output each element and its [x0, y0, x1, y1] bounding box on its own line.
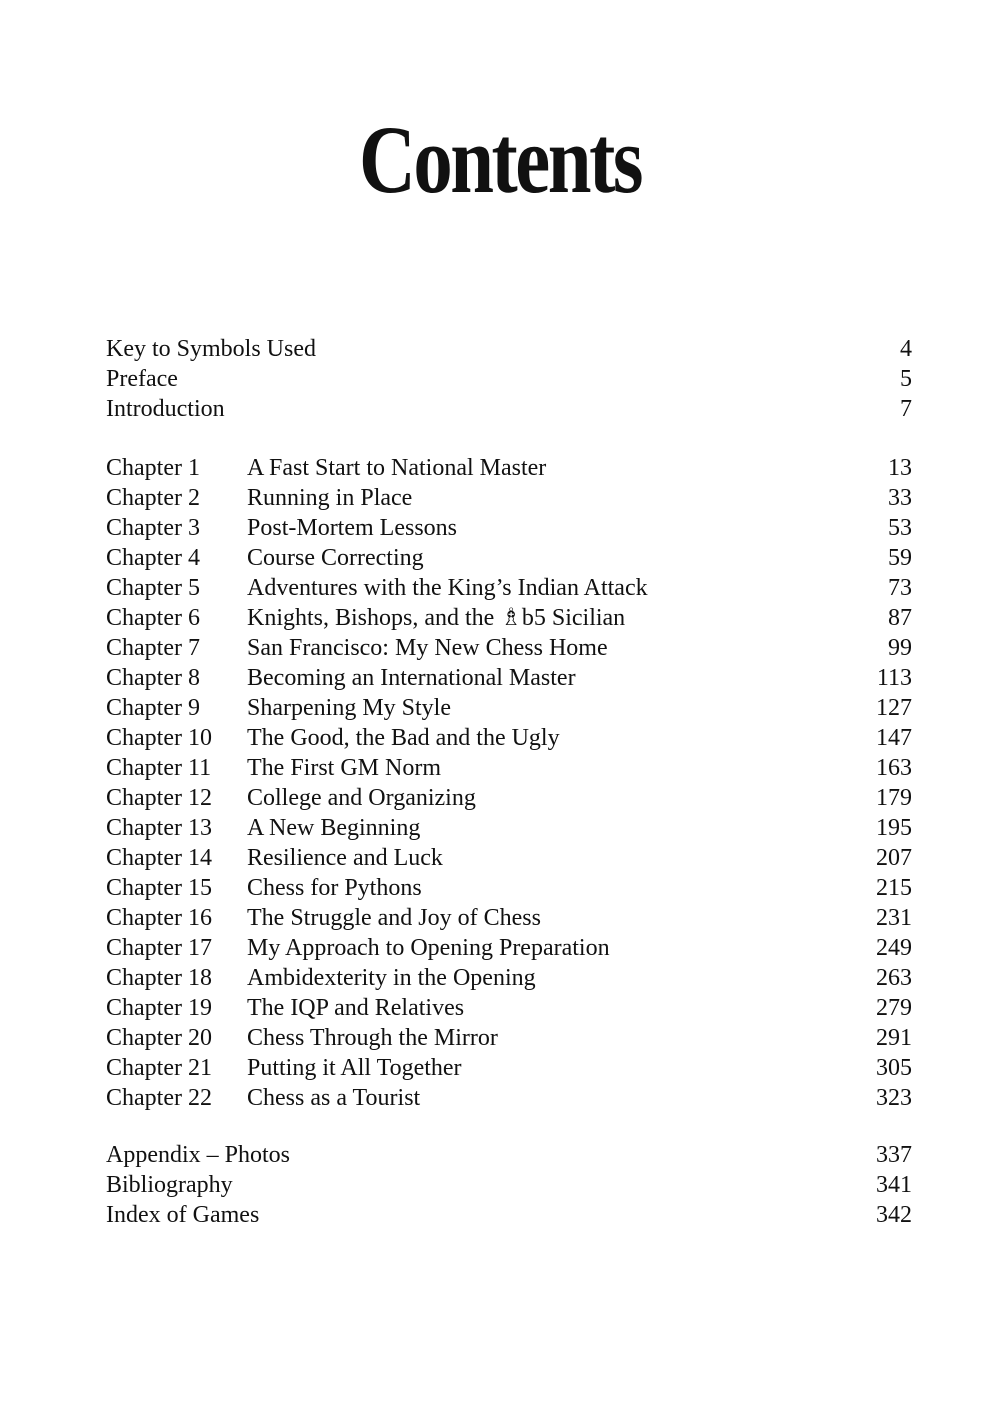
chapter-page: 249: [876, 935, 912, 961]
chapter-entry: [106, 933, 912, 963]
chapter-entry: [106, 513, 912, 543]
toc-entry-title: Index of Games: [106, 1202, 260, 1228]
chapter-entry: [106, 903, 912, 933]
toc-entry-page: 5: [900, 366, 912, 392]
chapter-label: Chapter 8: [106, 665, 200, 691]
chapter-title: Adventures with the King’s Indian Attack: [247, 575, 648, 601]
chapter-title: The Good, the Bad and the Ugly: [247, 725, 560, 751]
toc-entry-page: 342: [876, 1202, 912, 1228]
chapter-title: Chess Through the Mirror: [247, 1025, 498, 1051]
chapter-label: Chapter 3: [106, 515, 200, 541]
chapter-title: Chess as a Tourist: [247, 1085, 421, 1111]
chapter-entry: [106, 843, 912, 873]
chapter-label: Chapter 17: [106, 935, 212, 961]
chapter-page: 113: [876, 665, 912, 691]
chapter-title: Becoming an International Master: [247, 665, 576, 691]
chapter-title: College and Organizing: [247, 785, 476, 811]
chapter-page: 323: [876, 1085, 912, 1111]
chapter-page: 263: [876, 965, 912, 991]
chapter-entry: [106, 1053, 912, 1083]
chapter-title: The First GM Norm: [247, 755, 441, 781]
chapter-title: Chess for Pythons: [247, 875, 422, 901]
toc-entry: [106, 334, 912, 364]
chapter-title: Ambidexterity in the Opening: [247, 965, 536, 991]
chapter-page: 179: [876, 785, 912, 811]
chapter-page: 127: [876, 695, 912, 721]
toc-entry: [106, 394, 912, 424]
chapter-title: Putting it All Together: [247, 1055, 462, 1081]
chapter-entry: [106, 693, 912, 723]
chapter-page: 279: [876, 995, 912, 1021]
chapter-page: 73: [888, 575, 912, 601]
chapter-label: Chapter 21: [106, 1055, 212, 1081]
chapter-title: San Francisco: My New Chess Home: [247, 635, 608, 661]
chapter-entry: [106, 543, 912, 573]
chapter-title: Course Correcting: [247, 545, 424, 571]
toc-entry-page: 341: [876, 1172, 912, 1198]
chapter-entry: [106, 1023, 912, 1053]
chapter-page: 33: [888, 485, 912, 511]
toc-entry-title: Key to Symbols Used: [106, 336, 316, 362]
chapter-entry: [106, 813, 912, 843]
chapter-page: 215: [876, 875, 912, 901]
chapter-label: Chapter 16: [106, 905, 212, 931]
chapter-page: 53: [888, 515, 912, 541]
chapter-page: 163: [876, 755, 912, 781]
chapter-label: Chapter 9: [106, 695, 200, 721]
toc-entry: [106, 1170, 912, 1200]
chapter-label: Chapter 1: [106, 455, 200, 481]
chapter-page: 195: [876, 815, 912, 841]
chapter-label: Chapter 2: [106, 485, 200, 511]
chapter-entry: [106, 723, 912, 753]
chapter-title: Running in Place: [247, 485, 413, 511]
page-title: Contents: [358, 106, 642, 213]
chapter-label: Chapter 12: [106, 785, 212, 811]
toc-entry-title: Introduction: [106, 396, 225, 422]
chapter-page: 99: [888, 635, 912, 661]
chapter-entry: [106, 963, 912, 993]
toc-entry: [106, 364, 912, 394]
toc-entry: [106, 1200, 912, 1230]
chapter-label: Chapter 20: [106, 1025, 212, 1051]
back-matter-list: [106, 1140, 912, 1230]
chapter-entry: [106, 603, 912, 633]
chapter-label: Chapter 15: [106, 875, 212, 901]
toc-entry-page: 7: [900, 396, 912, 422]
chapter-title: My Approach to Opening Preparation: [247, 935, 610, 961]
chapter-page: 291: [876, 1025, 912, 1051]
chapter-page: 59: [888, 545, 912, 571]
chapter-page: 13: [888, 455, 912, 481]
chapter-entry: [106, 783, 912, 813]
chapter-title: Resilience and Luck: [247, 845, 443, 871]
chapter-entry: [106, 483, 912, 513]
chapter-title: The IQP and Relatives: [247, 995, 465, 1021]
chapter-entry: [106, 573, 912, 603]
chapter-page: 87: [888, 605, 912, 631]
chapter-label: Chapter 14: [106, 845, 212, 871]
chapter-entry: [106, 453, 912, 483]
chapter-label: Chapter 19: [106, 995, 212, 1021]
chapter-list: [106, 453, 912, 1113]
chapter-label: Chapter 6: [106, 605, 200, 631]
chapter-entry: [106, 663, 912, 693]
chapter-title: A Fast Start to National Master: [247, 455, 547, 481]
chapter-title: Sharpening My Style: [247, 695, 451, 721]
toc-entry-title: Appendix – Photos: [106, 1142, 291, 1168]
front-matter-list: [106, 334, 912, 424]
chapter-title: Knights, Bishops, and the ♗b5 Sicilian: [247, 605, 626, 631]
toc-entry-page: 4: [900, 336, 912, 362]
toc-entry-title: Preface: [106, 366, 178, 392]
chapter-title: Post-Mortem Lessons: [247, 515, 457, 541]
toc-entry: [106, 1140, 912, 1170]
chapter-label: Chapter 18: [106, 965, 212, 991]
chapter-label: Chapter 4: [106, 545, 200, 571]
chapter-label: Chapter 11: [106, 755, 212, 781]
chapter-title: A New Beginning: [247, 815, 421, 841]
toc-entry-page: 337: [876, 1142, 912, 1168]
chapter-label: Chapter 22: [106, 1085, 212, 1111]
chapter-page: 231: [876, 905, 912, 931]
chapter-label: Chapter 7: [106, 635, 200, 661]
chapter-label: Chapter 10: [106, 725, 212, 751]
chapter-title: The Struggle and Joy of Chess: [247, 905, 541, 931]
chapter-entry: [106, 873, 912, 903]
chapter-page: 207: [876, 845, 912, 871]
chapter-entry: [106, 633, 912, 663]
chapter-page: 147: [876, 725, 912, 751]
toc-entry-title: Bibliography: [106, 1172, 233, 1198]
chapter-page: 305: [876, 1055, 912, 1081]
chapter-label: Chapter 5: [106, 575, 200, 601]
chapter-entry: [106, 993, 912, 1023]
chapter-entry: [106, 1083, 912, 1113]
chapter-entry: [106, 753, 912, 783]
chapter-label: Chapter 13: [106, 815, 212, 841]
